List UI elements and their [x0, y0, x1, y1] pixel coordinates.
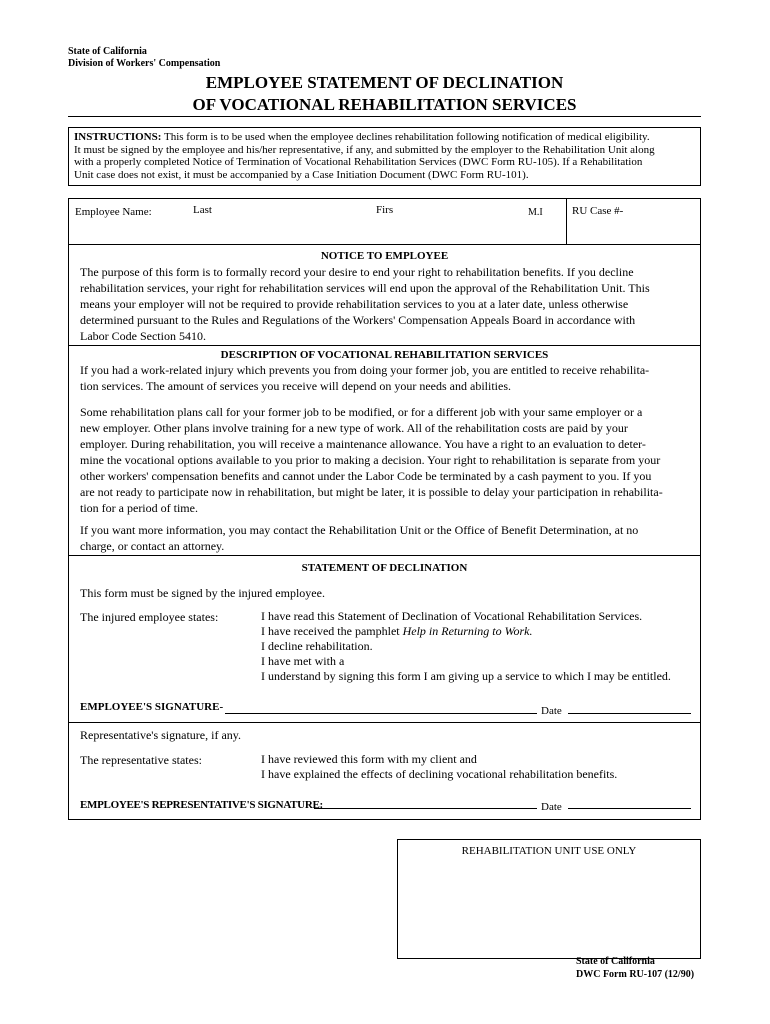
employee-signature-label: EMPLOYEE'S SIGNATURE- [80, 701, 224, 713]
middle-initial-label: M.I [528, 207, 543, 218]
rehab-unit-box [397, 839, 701, 959]
description-heading: DESCRIPTION OF VOCATIONAL REHABILITATION SERVICES [220, 349, 549, 361]
notice-line: rehabilitation services, your right for rehabilitation services will end upon the approval of the Rehabilitation Unit. This [80, 281, 650, 295]
rep-date-field[interactable] [568, 808, 691, 809]
ru-case-label: RU Case #- [572, 205, 624, 217]
pamphlet-title: Help in Returning to Work. [402, 624, 533, 638]
statement-item: I have received the pamphlet Help in Returning to Work. [261, 624, 533, 638]
form-footer [576, 955, 694, 981]
employee-signature-field[interactable] [225, 713, 537, 714]
must-sign-text: This form must be signed by the injured employee. [80, 586, 325, 600]
representative-states-label: The representative states: [80, 753, 202, 767]
name-row-divider [69, 244, 700, 245]
agency-header [68, 46, 220, 70]
description-line: If you had a work-related injury which prevents you from doing your former job, you are entitled to receive rehabilita- [80, 363, 650, 377]
instructions-label: INSTRUCTIONS: [74, 131, 162, 143]
description-line: If you want more information, you may contact the Rehabilitation Unit or the Office of Benefit Determination, at no [80, 523, 639, 537]
description-line: employer. During rehabilitation, you will receive a maintenance allowance. You have a right to an evaluation to deter- [80, 437, 646, 451]
statement-item: I understand by signing this form I am giving up a service to which I may be entitled. [261, 669, 671, 683]
description-line: other workers' compensation benefits and cannot under the Labor Code be terminated by a cash payment to you. If you [80, 469, 652, 483]
instructions-line1: This form is to be used when the employee declines rehabilitation following notification of medical eligibility. [161, 131, 650, 143]
notice-heading: NOTICE TO EMPLOYEE [320, 250, 449, 262]
description-p3 [80, 522, 696, 554]
instructions-line4: Unit case does not exist, it must be accompanied by a Case Initiation Document (DWC Form RU-101). [74, 168, 529, 181]
statement-item: I decline rehabilitation. [261, 639, 373, 653]
notice-line: The purpose of this form is to formally record your desire to end your right to rehabilitation benefits. If you decline [80, 265, 634, 279]
description-line: tion for a period of time. [80, 501, 198, 515]
statement-item: I have read this Statement of Declination of Vocational Rehabilitation Services. [261, 609, 643, 623]
notice-text [80, 264, 696, 344]
statement-item: I have met with a [261, 654, 345, 668]
description-line: Some rehabilitation plans call for your former job to be modified, or for a different job with your same employer or a [80, 405, 643, 419]
main-form-box [68, 198, 701, 820]
form-title-line2: OF VOCATIONAL REHABILITATION SERVICES [192, 95, 577, 114]
notice-line: determined pursuant to the Rules and Regulations of the Workers' Compensation Appeals Board in accordance with [80, 313, 636, 327]
header-division: Division of Workers' Compensation [68, 58, 221, 69]
employee-date-label: Date [541, 705, 562, 717]
notice-divider [69, 345, 700, 346]
rep-statement-item: I have explained the effects of declining vocational rehabilitation benefits. [261, 767, 618, 781]
instructions-line2: It must be signed by the employee and his/her representative, if any, and submitted by the employer to the Rehabilitation Unit along [74, 143, 655, 156]
rep-signature-field[interactable] [314, 808, 537, 809]
rep-signature-label: EMPLOYEE'S REPRESENTATIVE'S SIGNATURE: [80, 799, 323, 811]
representative-intro: Representative's signature, if any. [80, 728, 241, 742]
description-line: new employer. Other plans involve training for a new type of work. All of the rehabilitation costs are paid by your [80, 421, 628, 435]
signature-divider [69, 722, 700, 723]
description-p2 [80, 404, 696, 516]
form-title-line1: EMPLOYEE STATEMENT OF DECLINATION [205, 73, 564, 92]
instructions-line3: with a properly completed Notice of Termination of Vocational Rehabilitation Services (DWC Form RU-105). If a Rehabilitation [74, 156, 643, 169]
description-p1 [80, 362, 696, 394]
ru-case-divider [566, 199, 567, 244]
footer-form-number: DWC Form RU-107 (12/90) [576, 969, 695, 980]
footer-state: State of California [576, 956, 655, 967]
instructions-box [68, 127, 701, 186]
header-state: State of California [68, 46, 147, 57]
employee-name-label: Employee Name: [75, 206, 152, 218]
description-line: mine the vocational options available to you prior to making a decision. Your right to rehabilitation is separate from your [80, 453, 661, 467]
employee-statements [261, 609, 697, 684]
rep-date-label: Date [541, 801, 562, 813]
description-line: tion services. The amount of services you receive will depend on your needs and abilities. [80, 379, 511, 393]
title-divider [68, 116, 701, 117]
description-line: are not ready to participate now in rehabilitation, but might be later, it is possible to delay your participation in rehabilita- [80, 485, 663, 499]
notice-line: means your employer will not be required to provide rehabilitation services to you at a later date, unless otherwise [80, 297, 629, 311]
last-name-label: Last [193, 204, 212, 216]
representative-statements [261, 752, 697, 782]
first-name-label: Firs [376, 204, 394, 216]
statement-heading: STATEMENT OF DECLINATION [301, 562, 468, 574]
rep-statement-item: I have reviewed this form with my client and [261, 752, 477, 766]
employee-states-label: The injured employee states: [80, 610, 219, 624]
notice-line: Labor Code Section 5410. [80, 329, 206, 343]
rehab-unit-label: REHABILITATION UNIT USE ONLY [461, 845, 637, 857]
description-line: charge, or contact an attorney. [80, 539, 225, 553]
employee-date-field[interactable] [568, 713, 691, 714]
description-divider [69, 555, 700, 556]
